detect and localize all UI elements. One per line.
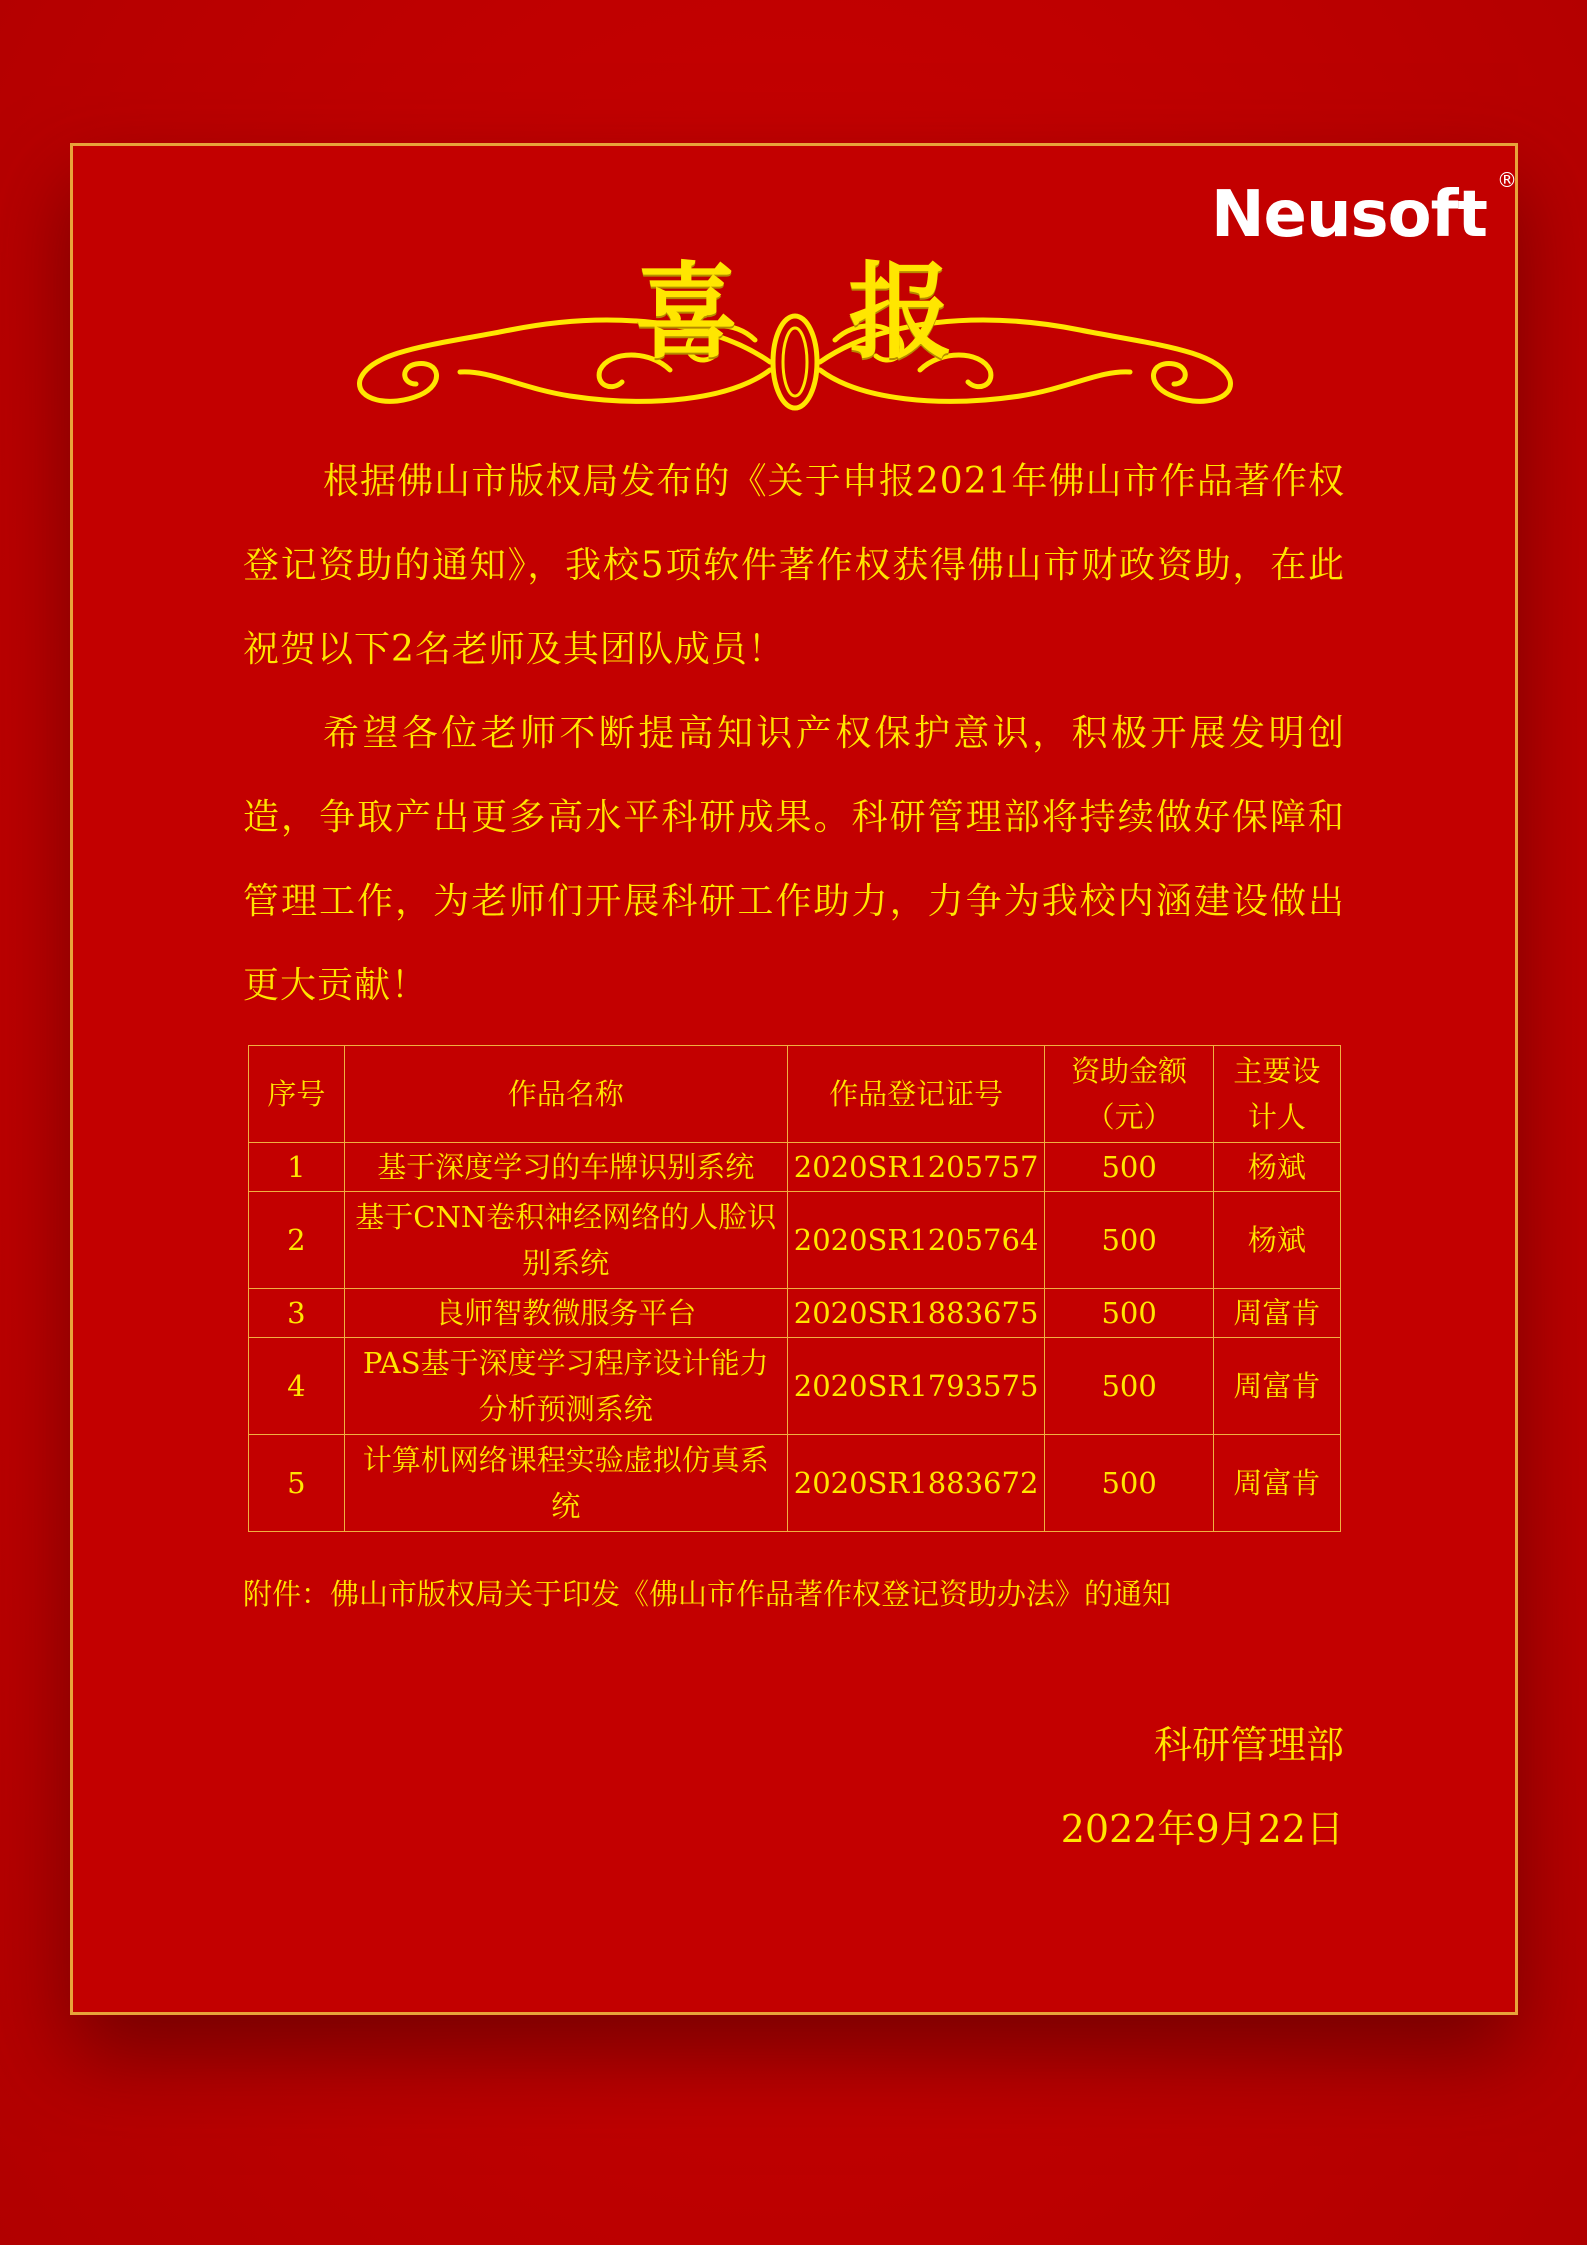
cell-name: 基于CNN卷积神经网络的人脸识别系统	[344, 1192, 787, 1289]
cell-amount: 500	[1045, 1289, 1213, 1338]
cell-name: 良师智教微服务平台	[344, 1289, 787, 1338]
cell-no: 5	[249, 1435, 345, 1532]
cell-designer: 周富肯	[1213, 1338, 1340, 1435]
table-row	[249, 1192, 1341, 1289]
signature-department: 科研管理部	[1153, 1723, 1344, 1767]
works-table	[248, 1045, 1341, 1532]
cell-amount: 500	[1045, 1338, 1213, 1435]
attachment-note: 附件：佛山市版权局关于印发《佛山市作品著作权登记资助办法》的通知	[243, 1577, 1172, 1611]
cell-amount: 500	[1045, 1143, 1213, 1192]
cell-cert: 2020SR1793575	[787, 1338, 1045, 1435]
paragraph-encouragement: 希望各位老师不断提高知识产权保护意识，积极开展发明创造，争取产出更多高水平科研成果。科研管理部将持续做好保障和管理工作，为老师们开展科研工作助力，力争为我校内涵建设做出更大贡献！	[243, 713, 1345, 1006]
cell-designer: 周富肯	[1213, 1435, 1340, 1532]
cell-designer: 周富肯	[1213, 1289, 1340, 1338]
header-name: 作品名称	[344, 1046, 787, 1143]
cell-cert: 2020SR1883672	[787, 1435, 1045, 1532]
cell-cert: 2020SR1205757	[787, 1143, 1045, 1192]
cell-cert: 2020SR1883675	[787, 1289, 1045, 1338]
neusoft-logo: Neusoft	[1210, 178, 1487, 252]
cell-name: 基于深度学习的车牌识别系统	[344, 1143, 787, 1192]
table-row	[249, 1338, 1341, 1435]
cell-no: 4	[249, 1338, 345, 1435]
cell-no: 2	[249, 1192, 345, 1289]
header-designer: 主要设计人	[1213, 1046, 1340, 1143]
cell-cert: 2020SR1205764	[787, 1192, 1045, 1289]
table-row	[249, 1143, 1341, 1192]
table-row	[249, 1435, 1341, 1532]
registered-mark: ®	[1497, 168, 1517, 192]
announcement-body	[243, 440, 1345, 1028]
cell-amount: 500	[1045, 1192, 1213, 1289]
cell-name: PAS基于深度学习程序设计能力分析预测系统	[344, 1338, 787, 1435]
cell-designer: 杨斌	[1213, 1192, 1340, 1289]
signature-date: 2022年9月22日	[1060, 1807, 1344, 1851]
header-no: 序号	[249, 1046, 345, 1143]
cell-designer: 杨斌	[1213, 1143, 1340, 1192]
paragraph-congratulations: 根据佛山市版权局发布的《关于申报2021年佛山市作品著作权登记资助的通知》，我校5项软件著作权获得佛山市财政资助，在此祝贺以下2名老师及其团队成员！	[243, 461, 1345, 670]
cell-no: 1	[249, 1143, 345, 1192]
page-title: 喜报	[634, 251, 1063, 373]
header-cert: 作品登记证号	[787, 1046, 1045, 1143]
cell-amount: 500	[1045, 1435, 1213, 1532]
cell-name: 计算机网络课程实验虚拟仿真系统	[344, 1435, 787, 1532]
table-header-row	[249, 1046, 1341, 1143]
cell-no: 3	[249, 1289, 345, 1338]
table-row	[249, 1289, 1341, 1338]
header-amount: 资助金额（元）	[1045, 1046, 1213, 1143]
